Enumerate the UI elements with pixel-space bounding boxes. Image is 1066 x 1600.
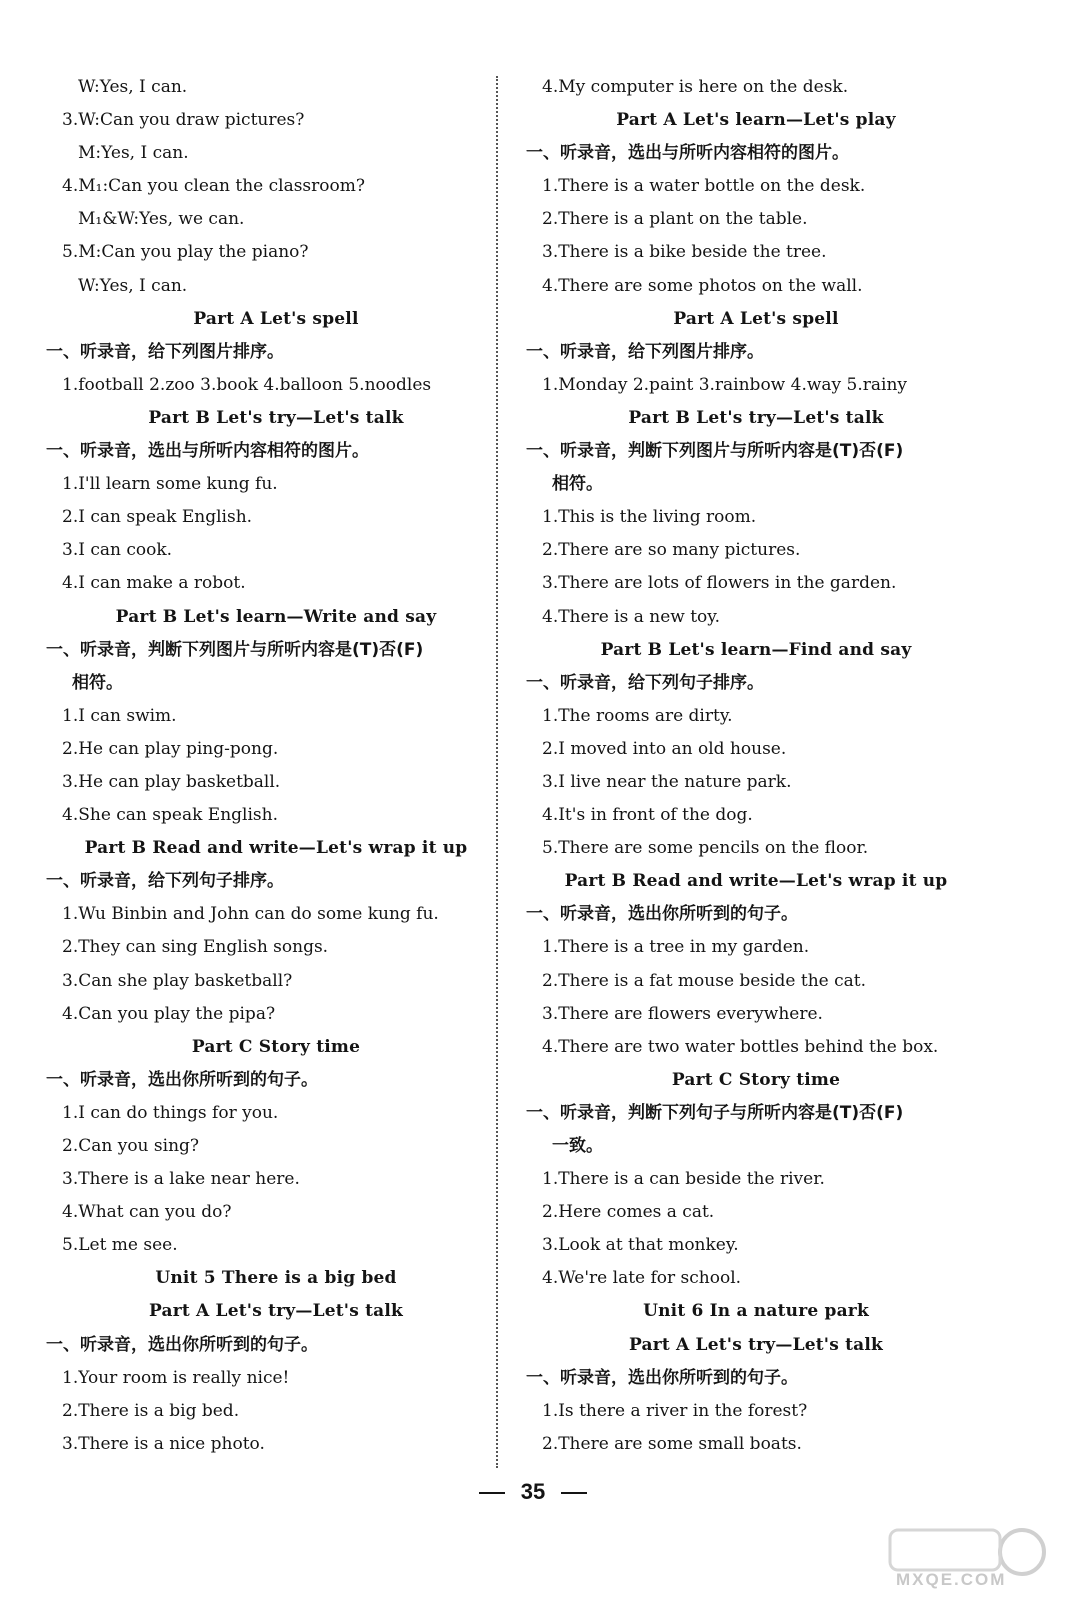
dialog-line: M:Yes, I can. [78, 143, 189, 164]
dash-right [561, 1492, 587, 1494]
answer-line: 3.There are lots of flowers in the garden. [542, 573, 897, 594]
answer-line: 1.Is there a river in the forest? [542, 1400, 808, 1421]
instruction-line: 一、听录音，选出与所听内容相符的图片。 [526, 143, 849, 164]
answer-line: 1.There is a water bottle on the desk. [542, 176, 866, 197]
answer-line: 1.Monday 2.paint 3.rainbow 4.way 5.rainy [542, 374, 908, 395]
right-column [526, 71, 986, 1461]
instruction-continuation: 相符。 [552, 474, 603, 495]
answer-line: 1.There is a can beside the river. [542, 1169, 825, 1190]
instruction-line: 一、听录音，给下列图片排序。 [46, 341, 284, 362]
section-heading: Part A Let's learn—Let's play [616, 110, 896, 131]
section-heading: Part B Let's try—Let's talk [148, 407, 404, 428]
answer-line: 3.I live near the nature park. [542, 771, 792, 792]
answer-line: 1.The rooms are dirty. [542, 705, 733, 726]
instruction-line: 一、听录音，选出你所听到的句子。 [46, 1334, 318, 1355]
watermark-logo [880, 1522, 1048, 1594]
instruction-continuation: 一致。 [552, 1136, 603, 1156]
answer-line: 1.I can do things for you. [62, 1102, 279, 1123]
answer-line: 4.M₁:Can you clean the classroom? [62, 176, 365, 197]
section-heading: Part A Let's try—Let's talk [628, 1334, 883, 1355]
instruction-line: 一、听录音，判断下列句子与所听内容是(T)否(F) [526, 1102, 904, 1123]
answer-line: 3.He can play basketball. [62, 771, 281, 792]
answer-line: 2.There is a big bed. [62, 1400, 240, 1421]
dialog-line: M₁&W:Yes, we can. [78, 209, 245, 230]
answer-line: 1.Wu Binbin and John can do some kung fu. [62, 904, 439, 925]
section-heading: Part A Let's spell [193, 308, 359, 329]
answer-line: 4.We're late for school. [542, 1268, 742, 1289]
instruction-line: 一、听录音，判断下列图片与所听内容是(T)否(F) [526, 441, 904, 462]
section-heading: Part B Let's learn—Write and say [115, 606, 437, 627]
instruction-line: 一、听录音，判断下列图片与所听内容是(T)否(F) [46, 639, 424, 660]
section-heading: Part B Let's learn—Find and say [600, 639, 912, 660]
answer-line: 2.They can sing English songs. [62, 937, 329, 958]
dash-left [479, 1492, 505, 1494]
answer-line: 2.He can play ping-pong. [62, 738, 279, 759]
answer-line: 1.football 2.zoo 3.book 4.balloon 5.noodles [62, 374, 432, 395]
instruction-line: 一、听录音，选出与所听内容相符的图片。 [46, 441, 369, 462]
instruction-line: 一、听录音，给下列句子排序。 [526, 672, 764, 693]
dialog-line: W:Yes, I can. [78, 275, 188, 296]
answer-line: 2.There are so many pictures. [542, 540, 801, 561]
instruction-line: 一、听录音，给下列图片排序。 [526, 341, 764, 362]
page-number-text: 35 [520, 1479, 546, 1504]
answer-line: 2.Here comes a cat. [542, 1202, 715, 1223]
instruction-line: 一、听录音，选出你所听到的句子。 [46, 1069, 318, 1090]
instruction-line: 一、听录音，选出你所听到的句子。 [526, 1367, 798, 1388]
answer-line: 2.Can you sing? [62, 1136, 200, 1156]
answer-line: 5.Let me see. [62, 1235, 178, 1256]
section-heading: Unit 6 In a nature park [643, 1301, 869, 1322]
answer-line: 4.I can make a robot. [62, 573, 246, 594]
left-column [46, 71, 486, 1461]
answer-line: 1.Your room is really nice! [62, 1367, 290, 1388]
answer-line: 3.W:Can you draw pictures? [62, 110, 305, 131]
answer-line: 2.I can speak English. [62, 507, 253, 528]
section-heading: Part A Let's try—Let's talk [148, 1301, 403, 1322]
answer-line: 4.My computer is here on the desk. [542, 77, 849, 97]
answer-line: 3.Can she play basketball? [62, 970, 293, 991]
section-heading: Part A Let's spell [673, 308, 839, 329]
answer-line: 1.This is the living room. [542, 507, 757, 528]
answer-line: 4.What can you do? [62, 1202, 232, 1223]
column-divider [496, 76, 498, 1468]
answer-line: 5.There are some pencils on the floor. [542, 838, 869, 859]
answer-line: 4.There are two water bottles behind the box. [542, 1036, 939, 1057]
answer-line: 3.There is a lake near here. [62, 1169, 300, 1190]
answer-line: 4.She can speak English. [62, 805, 278, 826]
answer-line: 1.There is a tree in my garden. [542, 937, 810, 958]
answer-line: 3.I can cook. [62, 540, 173, 561]
answer-line: 4.Can you play the pipa? [62, 1003, 276, 1024]
answer-line: 3.Look at that monkey. [542, 1235, 739, 1256]
answer-line: 1.I'll learn some kung fu. [62, 474, 278, 495]
answer-line: 3.There are flowers everywhere. [542, 1003, 823, 1024]
instruction-line: 一、听录音，选出你所听到的句子。 [526, 904, 798, 925]
section-heading: Part C Story time [191, 1036, 361, 1057]
answer-line: 3.There is a bike beside the tree. [542, 242, 827, 263]
section-heading: Part B Read and write—Let's wrap it up [84, 838, 468, 859]
answer-line: 5.M:Can you play the piano? [62, 242, 309, 263]
instruction-line: 一、听录音，给下列句子排序。 [46, 871, 284, 892]
answer-line: 2.There is a fat mouse beside the cat. [542, 970, 867, 991]
answer-line: 4.It's in front of the dog. [542, 805, 753, 826]
instruction-continuation: 相符。 [72, 672, 123, 693]
answer-line: 4.There is a new toy. [542, 606, 721, 627]
page-number [0, 1479, 1066, 1505]
answer-line: 2.There is a plant on the table. [542, 209, 808, 230]
answer-line: 2.I moved into an old house. [542, 738, 787, 759]
answer-line: 3.There is a nice photo. [62, 1433, 265, 1454]
section-heading: Part B Let's try—Let's talk [628, 407, 884, 428]
section-heading: Part C Story time [671, 1069, 841, 1090]
answer-line: 2.There are some small boats. [542, 1433, 802, 1454]
section-heading: Part B Read and write—Let's wrap it up [564, 871, 948, 892]
answer-line: 4.There are some photos on the wall. [542, 275, 863, 296]
section-heading: Unit 5 There is a big bed [155, 1268, 397, 1289]
dialog-line: W:Yes, I can. [78, 77, 188, 97]
watermark-text: MXQE.COM [896, 1570, 1007, 1589]
answer-line: 1.I can swim. [62, 705, 177, 726]
